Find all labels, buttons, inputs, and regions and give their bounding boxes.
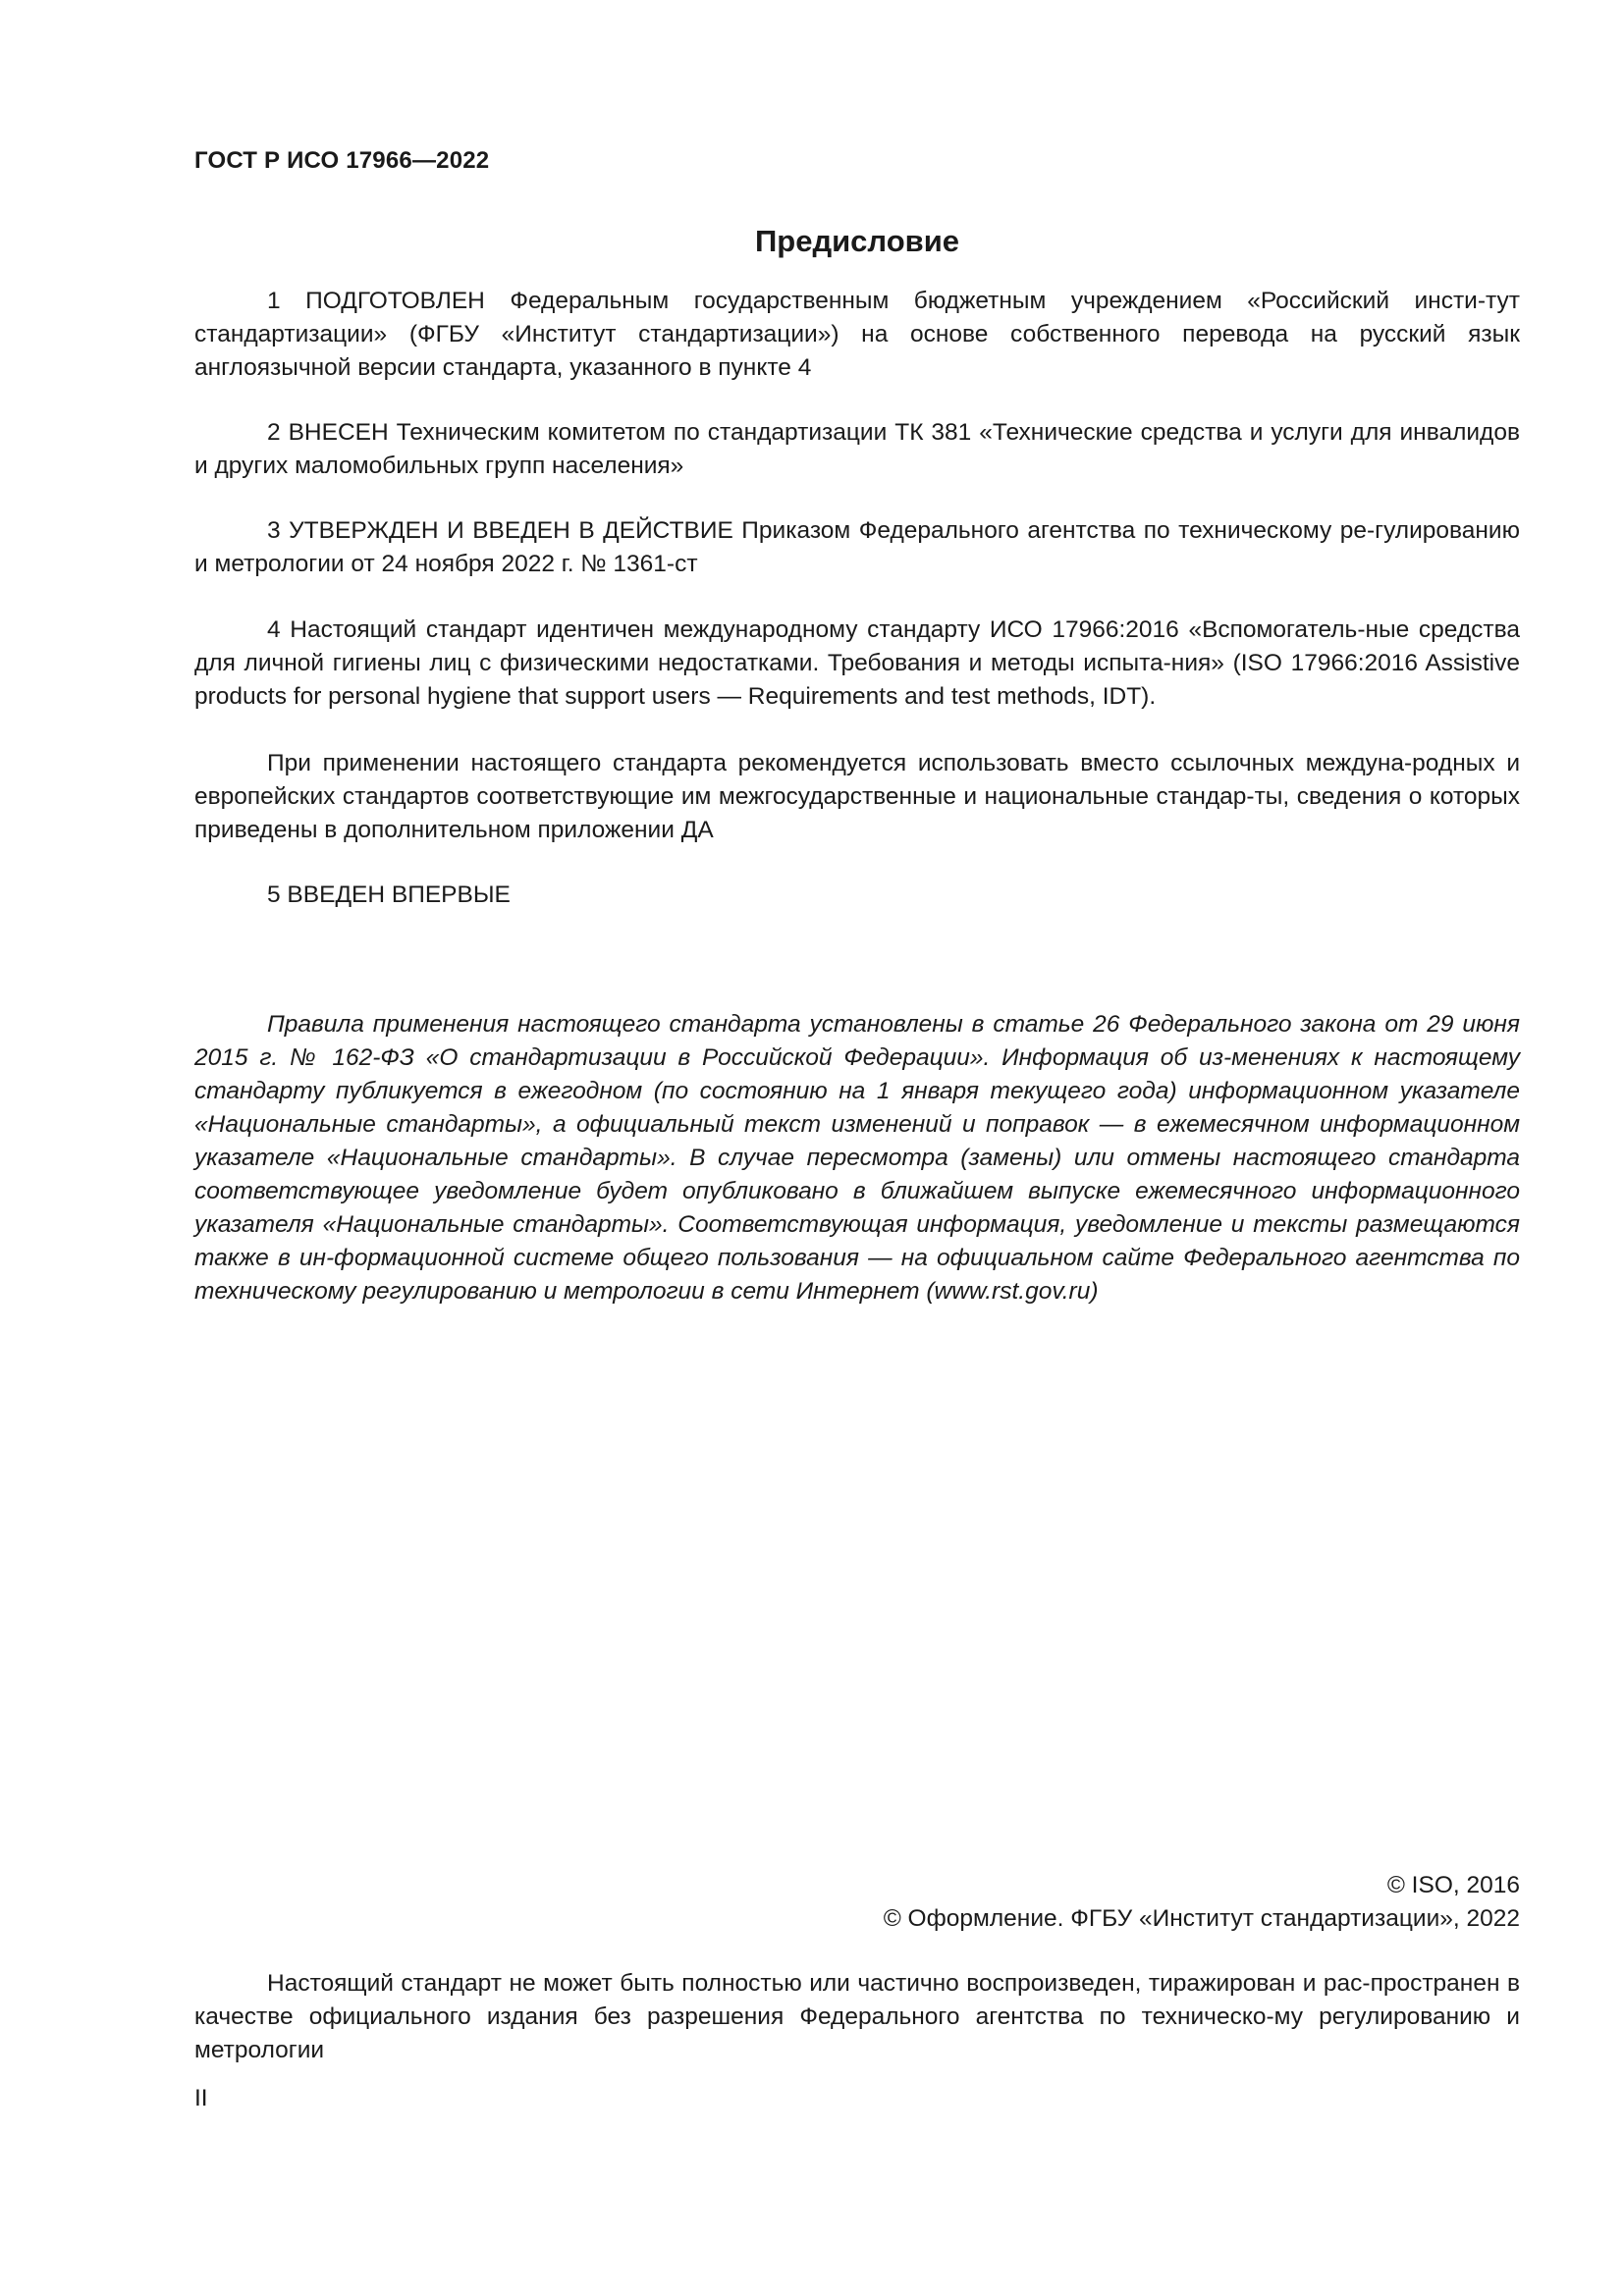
foreword-item-5: 5 ВВЕДЕН ВПЕРВЫЕ (267, 881, 511, 908)
foreword-item-1: 1 ПОДГОТОВЛЕН Федеральным государственным бюджетным учреждением «Российский инсти-тут стандартизации» (ФГБУ «Институт стандартизации») на основе собственного перевода на русский язык англоязычной версии стандарта, указанного в пункте 4 (194, 288, 1520, 381)
legal-notice: Правила применения настоящего стандарта установлены в статье 26 Федерального закона от 29 июня 2015 г. № 162-ФЗ «О стандартизации в Российской Федерации». Информация об из-менениях к настоящему стандарту публикуется в ежегодном (по состоянию на 1 января текущего года) информационном указателе «Национальные стандарты», а официальный текст изменений и поправок — в ежемесячном информационном указателе «Национальные стандарты». В случае пересмотра (замены) или отмены настоящего стандарта соответствующее уведомление будет опубликовано в ближайшем выпуске ежемесячного информационного указателя «Национальные стандарты». Соответствующая информация, уведомление и тексты размещаются также в ин-формационной системе общего пользования — на официальном сайте Федерального агентства по техническому регулированию и метрологии в сети Интернет (www.rst.gov.ru) (194, 1011, 1520, 1305)
copyright-design: © Оформление. ФГБУ «Институт стандартизации», 2022 (883, 1905, 1520, 1932)
foreword-item-4-note: При применении настоящего стандарта рекомендуется использовать вместо ссылочных междуна-родных и европейских стандартов соответствующие им межгосударственные и национальные стандар-ты, сведения о которых приведены в дополнительном приложении ДА (194, 750, 1520, 843)
foreword-item-2: 2 ВНЕСЕН Техническим комитетом по стандартизации ТК 381 «Технические средства и услуги для инвалидов и других маломобильных групп населения» (194, 419, 1520, 479)
copyright-iso: © ISO, 2016 (1386, 1872, 1520, 1898)
standard-code-header: ГОСТ Р ИСО 17966—2022 (194, 147, 490, 174)
foreword-item-3: 3 УТВЕРЖДЕН И ВВЕДЕН В ДЕЙСТВИЕ Приказом Федерального агентства по техническому ре-гулированию и метрологии от 24 ноября 2022 г. № 1361-ст (194, 517, 1520, 577)
foreword-item-4: 4 Настоящий стандарт идентичен международному стандарту ИСО 17966:2016 «Вспомогатель-ные средства для личной гигиены лиц с физическими недостатками. Требования и методы испыта-ния» (ISO 17966:2016 Assistive products for personal hygiene that support users — Requirements and test methods, IDT). (194, 616, 1520, 710)
page-title: Предисловие (754, 224, 959, 258)
reproduction-notice: Настоящий стандарт не может быть полностью или частично воспроизведен, тиражирован и рас-пространен в качестве официального издания без разрешения Федерального агентства по техническо-му регулированию и метрологии (194, 1970, 1520, 2063)
page-number: II (194, 2085, 208, 2111)
